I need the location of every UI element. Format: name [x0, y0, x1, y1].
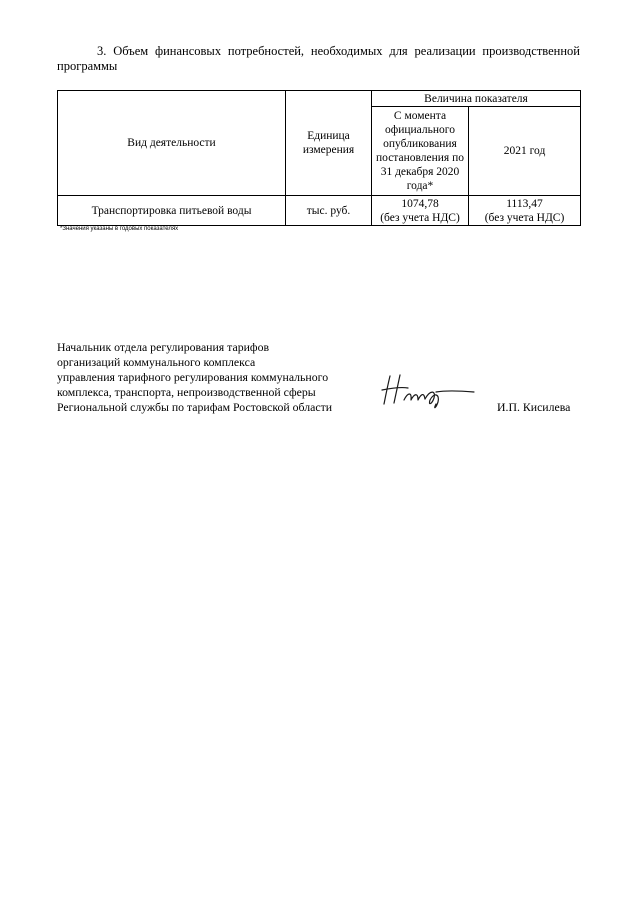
- position-line: Региональной службы по тарифам Ростовской области: [57, 400, 333, 414]
- cell-value-1: [372, 196, 469, 226]
- cell-activity: Транспортировка питьевой воды: [58, 196, 286, 226]
- section-heading: [57, 44, 580, 74]
- table-row: [58, 196, 581, 226]
- handwritten-signature: [378, 370, 478, 410]
- signatory-position: [57, 340, 377, 415]
- position-line: организаций коммунального комплекса: [57, 355, 256, 369]
- value-1-amount: 1074,78: [401, 197, 439, 210]
- cell-unit: тыс. руб.: [286, 196, 372, 226]
- value-1-note: (без учета НДС): [380, 211, 460, 224]
- position-line: комплекса, транспорта, непроизводственной сферы: [57, 385, 316, 399]
- header-value-group: Величина показателя: [372, 91, 581, 107]
- signatory-name: И.П. Кисилева: [497, 400, 571, 414]
- table-header-row: [58, 91, 581, 107]
- heading-line-2: программы: [57, 59, 118, 73]
- table-footnote: *Значения указаны в годовых показателях: [60, 226, 179, 232]
- heading-line-1: 3. Объем финансовых потребностей, необходимых для реализации производственной: [97, 44, 580, 58]
- header-period-1: С момента официального опубликования постановления по 31 декабря 2020 года*: [372, 107, 469, 196]
- financial-needs-table: [57, 90, 581, 226]
- header-unit: Единица измерения: [286, 91, 372, 196]
- header-activity: Вид деятельности: [58, 91, 286, 196]
- position-line: Начальник отдела регулирования тарифов: [57, 340, 270, 354]
- position-line: управления тарифного регулирования коммунального: [57, 370, 329, 384]
- value-2-amount: 1113,47: [506, 197, 543, 210]
- header-period-2: 2021 год: [469, 107, 581, 196]
- value-2-note: (без учета НДС): [484, 211, 565, 224]
- cell-value-2: [469, 196, 581, 226]
